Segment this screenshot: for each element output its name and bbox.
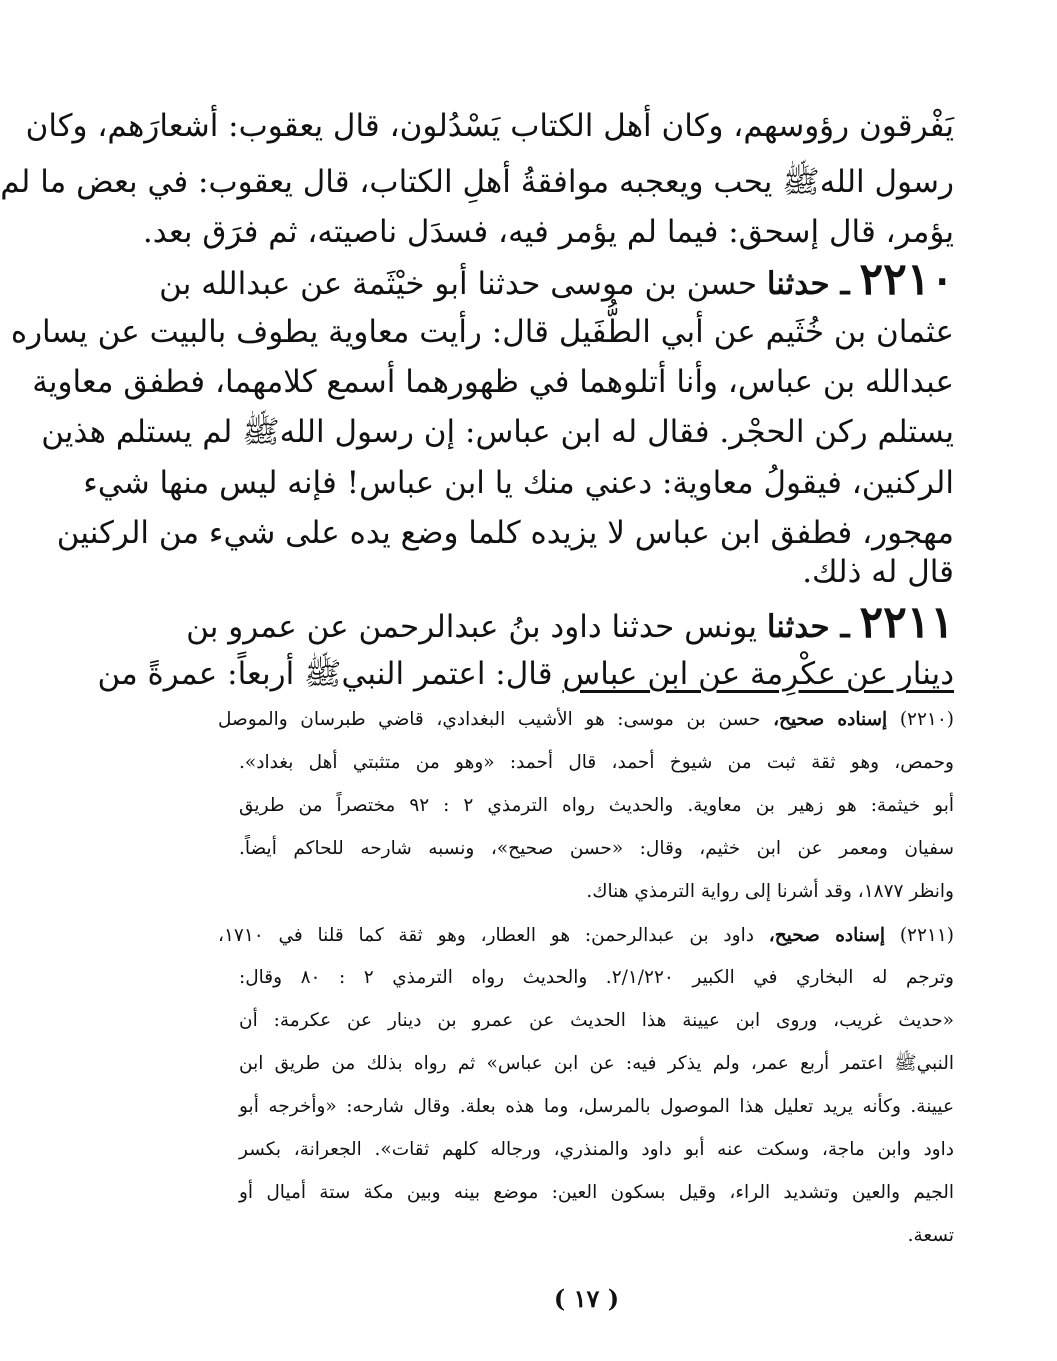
- hadith-2211-heading-line: [186, 595, 954, 651]
- main-text-line: قال له ذلك.: [802, 554, 954, 590]
- hadith-keyword: ـ حدثنا: [766, 266, 850, 302]
- footnote-2210-first-line: [218, 702, 954, 737]
- main-text-line: يَفْرقون رؤوسهم، وكان أهل الكتاب يَسْدُلون، قال يعقوب: أشعارَهم، وكان: [25, 108, 954, 144]
- footnote-keyword: إسناده صحيح،: [768, 925, 886, 946]
- main-text-line: يستلم ركن الحجْر. فقال له ابن عباس: إن رسول اللهﷺ لم يستلم هذين: [41, 414, 954, 450]
- hadith-number: ٢٢١٠: [859, 254, 954, 305]
- footnote-line: داود وابن ماجة، وسكت عنه أبو داود والمنذري، ورجاله كلهم ثقات». الجعرانة، بكسر: [239, 1139, 954, 1160]
- footnote-text-segment: حسن بن موسى: هو الأشيب البغدادي، قاضي طبرسان والموصل: [218, 709, 761, 730]
- footnote-line: أبو خيثمة: هو زهير بن معاوية. والحديث رواه الترمذي ٢ : ٩٢ مختصراً من طريق: [239, 795, 954, 816]
- footnote-2211-first-line: [218, 918, 954, 953]
- footnote-line: وحمص، وهو ثقة ثبت من شيوخ أحمد، قال أحمد: «وهو من متثبتي أهل بغداد».: [239, 752, 954, 773]
- footnote-keyword: إسناده صحيح،: [773, 709, 888, 730]
- main-text-line: رسول اللهﷺ يحب ويعجبه موافقةُ أهلِ الكتاب، قال يعقوب: في بعض ما لم: [0, 164, 954, 200]
- footnote-line: الجيم والعين وتشديد الراء، وقيل بسكون العين: موضع بينه وبين مكة ستة أميال أو: [239, 1182, 954, 1203]
- footnote-line: سفيان ومعمر عن ابن خثيم، وقال: «حسن صحيح»، ونسبه شارحه للحاكم أيضاً.: [239, 838, 954, 859]
- main-text-line: عبدالله بن عباس، وأنا أتلوهما في ظهورهما أسمع كلامهما، فطفق معاوية: [32, 364, 954, 400]
- main-text-segment: حسن بن موسى حدثنا أبو خيْثَمة عن عبدالله بن: [159, 266, 757, 302]
- main-text-segment: يونس حدثنا داود بنُ عبدالرحمن عن عمرو بن: [186, 609, 757, 645]
- footnote-line: «حديث غريب، وروى ابن عيينة هذا الحديث عن عمرو بن دينار عن عكرمة: أن: [239, 1010, 954, 1031]
- footnote-number: (٢٢١٠): [899, 709, 954, 730]
- footnote-line: وترجم له البخاري في الكبير ٢/١/٢٢٠. والحديث رواه الترمذي ٢ : ٨٠ وقال:: [239, 967, 954, 988]
- hadith-number: ٢٢١١: [859, 597, 954, 648]
- main-text-line: مهجور، فطفق ابن عباس لا يزيده كلما وضع يده على شيء من الركنين: [56, 515, 954, 551]
- footnote-line: النبيﷺ اعتمر أربع عمر، ولم يذكر فيه: عن ابن عباس» ثم رواه بذلك من طريق ابن: [239, 1053, 954, 1074]
- footnote-line: وانظر ١٨٧٧، وقد أشرنا إلى رواية الترمذي هناك.: [586, 881, 954, 902]
- footnote-text-segment: داود بن عبدالرحمن: هو العطار، وهو ثقة كما قلنا في ١٧١٠،: [218, 925, 754, 946]
- page-number: ( ١٧ ): [553, 1284, 620, 1313]
- hadith-2210-heading-line: [159, 252, 954, 308]
- underlined-chain: دينار عن عكْرِمة عن ابن عباس: [562, 656, 954, 692]
- main-text-line: عثمان بن خُثَيم عن أبي الطُّفَيل قال: رأيت معاوية يطوف بالبيت عن يساره: [10, 314, 954, 350]
- footnote-line: عيينة. وكأنه يريد تعليل هذا الموصول بالمرسل، وما هذه بعلة. وقال شارحه: «وأخرجه أبو: [239, 1096, 954, 1117]
- hadith-keyword: ـ حدثنا: [766, 609, 850, 645]
- main-text-line: [97, 646, 954, 702]
- footnote-number: (٢٢١١): [899, 925, 954, 946]
- main-text-line: يؤمر، قال إسحق: فيما لم يؤمر فيه، فسدَل ناصيته، ثم فرَق بعد.: [142, 214, 954, 250]
- footnote-line: تسعة.: [907, 1225, 954, 1246]
- main-text-line: الركنين، فيقولُ معاوية: دعني منك يا ابن عباس! فإنه ليس منها شيء: [83, 465, 954, 501]
- main-text-segment: قال: اعتمر النبيﷺ أربعاً: عمرةً من: [97, 656, 553, 692]
